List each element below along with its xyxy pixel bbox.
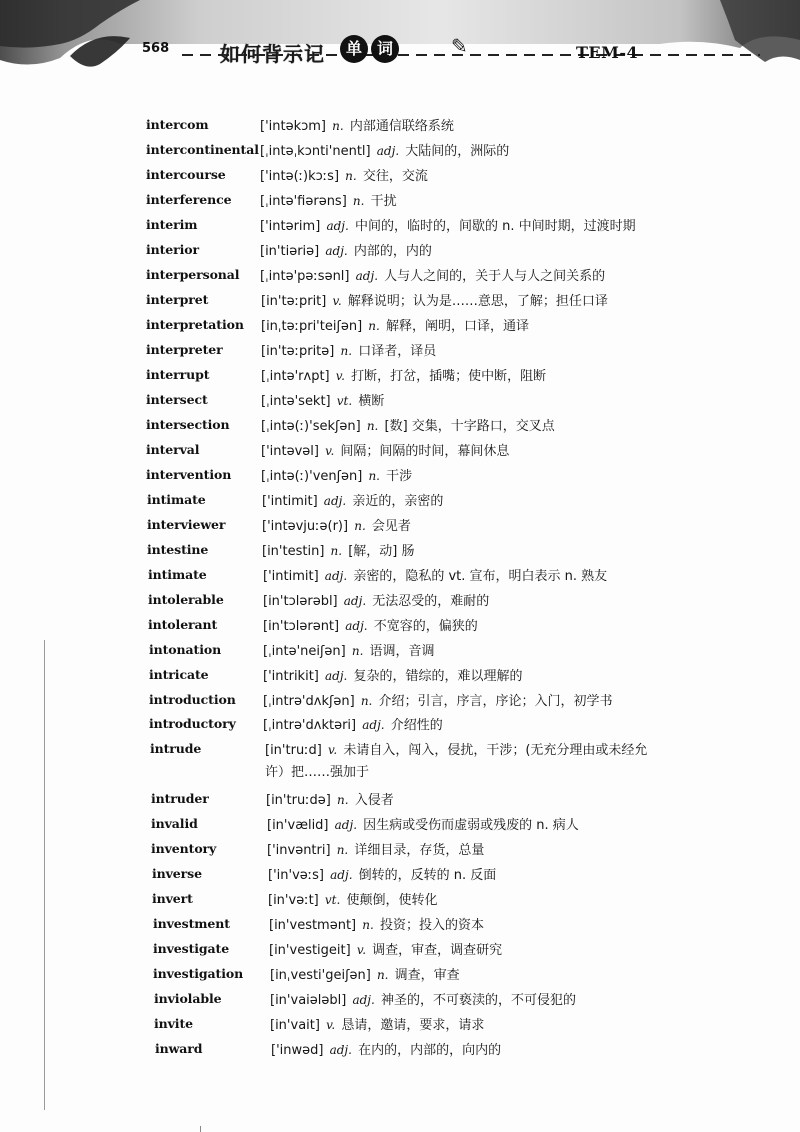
part-of-speech: n. [368,319,380,333]
part-of-speech: v. [328,743,338,757]
headword: interviewer [147,517,226,532]
pronunciation: [ˌintə'neiʃən] [263,644,346,659]
gloss: 介绍；引言，序言，序论；入门，初学书 [378,694,613,709]
part-of-speech: n. [366,419,379,433]
gloss: 恳请，邀请，要求，请求 [341,1018,485,1033]
gloss: 入侵者 [354,793,394,808]
headword: intervention [146,467,232,482]
part-of-speech: n. [362,918,374,932]
headword: intricate [149,667,209,682]
gloss: 调查，审查，调查研究 [372,943,503,958]
gloss: 在内的，内部的，向内的 [358,1043,502,1058]
part-of-speech: vt. [324,893,341,907]
gloss: 因生病或受伤而虚弱或残废的 n. 病人 [363,818,579,833]
gloss: 倒转的，反转的 n. 反面 [358,868,497,883]
headword: intestine [147,542,209,557]
headword: interference [146,192,232,207]
part-of-speech: v. [335,369,345,383]
pronunciation: [ˌintə(ː)'venʃən] [261,469,363,484]
definition [262,515,411,534]
pronunciation: [in'vait] [270,1018,320,1033]
definition [263,615,478,634]
headword: interval [146,442,200,457]
definition [263,665,523,684]
headword: intersection [146,417,230,432]
gloss: 内部通信联络系统 [349,119,454,134]
part-of-speech: n. [376,968,389,982]
headword: intrude [150,741,202,756]
definition [263,565,607,584]
part-of-speech: adj. [326,219,349,233]
headword: inviolable [154,991,222,1006]
headword: introduction [149,692,236,707]
definition [260,140,509,159]
definition [260,265,605,284]
pronunciation: [in'vestmənt] [269,918,357,933]
pronunciation: [in'tɔlərəbl] [263,594,338,609]
gloss: 人与人之间的，关于人与人之间关系的 [384,269,606,284]
headword: investigation [153,966,244,981]
part-of-speech: adj. [345,619,368,633]
definition [263,690,613,709]
part-of-speech: adj. [330,868,353,882]
gloss: 介绍性的 [390,718,443,733]
gloss: 投资；投入的资本 [379,918,484,933]
pronunciation: [ˌintəˌkɔnti'nentl] [260,144,371,159]
header-title: 如何背示记 [220,42,325,66]
headword: interim [146,217,198,232]
gloss: 打断，打岔，插嘴；使中断，阻断 [351,369,547,384]
gloss: 干扰 [370,194,397,209]
part-of-speech: n. [340,344,353,358]
gloss: 未请自入，闯入，侵扰，干涉；(无充分理由或未经允 [343,743,648,758]
part-of-speech: n. [351,644,364,658]
pronunciation: [in'tɔlərənt] [263,619,340,634]
headword: interpersonal [146,267,240,282]
pronunciation: ['intəkɔm] [260,119,326,134]
pronunciation: ['intimit] [263,569,319,584]
definition [261,440,509,459]
scan-border-line [44,640,45,1110]
part-of-speech: n. [368,469,380,483]
definition [269,914,484,933]
header-badge-1: 单 [340,35,368,63]
gloss: 复杂的，错综的，难以理解的 [353,669,523,684]
pronunciation: ['intə(ː)kɔːs] [260,169,340,184]
headword: investment [153,916,230,931]
definition [268,864,496,883]
definition [261,415,555,434]
pronunciation: [in'vestigeit] [269,943,351,958]
part-of-speech: adj. [323,494,347,508]
pronunciation: ['intəvəl] [261,444,319,459]
pronunciation: ['invəntri] [267,843,331,858]
pronunciation: [ˌintə(ː)'sekʃən] [261,419,361,434]
headword: inward [155,1041,203,1056]
pronunciation: [in'təːprit] [261,294,327,309]
headword: intercourse [146,167,226,182]
headword: invalid [151,816,198,831]
gloss: 调查，审查 [394,968,460,983]
pronunciation: [in'truːdə] [266,793,331,808]
part-of-speech: n. [352,194,365,208]
part-of-speech: v. [326,1018,336,1032]
definition [267,839,484,858]
definition [271,1039,501,1058]
pronunciation: [in'vælid] [267,818,329,833]
definition [261,340,436,359]
pronunciation: ['inwəd] [271,1043,324,1058]
headword: interpretation [146,317,244,332]
headword: intersect [146,392,208,407]
part-of-speech: v. [325,444,335,458]
gloss: 内部的，内的 [353,244,432,259]
part-of-speech: n. [337,793,349,807]
gloss: 无法忍受的，难耐的 [372,594,490,609]
gloss: 交往，交流 [362,169,428,184]
gloss: 使颠倒，使转化 [346,893,438,908]
gloss: [解，动] 肠 [348,544,415,559]
definition [260,215,636,234]
header-badge-2: 词 [371,35,399,63]
pen-icon: ✎ [451,34,468,58]
part-of-speech: adj. [325,244,348,258]
page-number: 568 [142,41,170,56]
definition [260,190,397,209]
gloss: 详细目录，存货，总量 [354,843,485,858]
headword: intonation [149,642,222,657]
gloss: 大陆间的，洲际的 [405,144,510,159]
pronunciation: [ˌintə'rʌpt] [261,369,330,384]
pronunciation: [ˌintrə'dʌkʃən] [263,694,355,709]
part-of-speech: adj. [325,669,348,683]
definition [261,315,529,334]
definition [262,490,443,509]
pronunciation: [ˌintə'fiərəns] [260,194,347,209]
definition [267,814,579,833]
headword: inventory [151,841,217,856]
pronunciation: ['in'vəːs] [268,868,324,883]
pronunciation: ['intərim] [260,219,321,234]
headword: investigate [153,941,230,956]
pronunciation: [ˌintə'sekt] [261,394,331,409]
gloss-continuation: 许）把……强加于 [265,765,370,780]
gloss: 不宽容的，偏狭的 [373,619,478,634]
definition [262,540,415,559]
part-of-speech: v. [356,943,367,957]
definition [261,365,546,384]
pronunciation: [ˌintə'pəːsənl] [260,269,350,284]
scan-mark [200,1126,201,1132]
headword: intruder [151,791,209,806]
headword: intimate [148,567,207,582]
part-of-speech: n. [354,519,366,533]
part-of-speech: vt. [336,394,353,408]
headword: inverse [152,866,202,881]
pronunciation: [in'vaiələbl] [270,993,347,1008]
part-of-speech: adj. [324,569,348,583]
gloss: 中间的，临时的，间歇的 n. 中间时期，过渡时期 [354,219,636,234]
pronunciation: ['intrikit] [263,669,319,684]
definition [263,640,435,659]
part-of-speech: n. [330,544,343,558]
headword: invert [152,891,193,906]
part-of-speech: adj. [352,993,375,1007]
part-of-speech: n. [332,119,344,133]
headword: intolerant [148,617,218,632]
definition [270,1014,484,1033]
headword: intercom [146,117,209,132]
pronunciation: [in'testin] [262,544,325,559]
definition [260,240,432,259]
exam-label: TEM-4 [576,43,639,62]
part-of-speech: adj. [362,718,385,732]
gloss: 解释，阐明，口译，通译 [385,319,529,334]
gloss: 神圣的，不可亵渎的，不可侵犯的 [380,993,576,1008]
pronunciation: [in'truːd] [265,743,322,758]
definition [260,165,428,184]
definition [265,739,647,758]
pronunciation: [inˌvesti'geiʃən] [270,968,371,983]
pronunciation: [in'vəːt] [268,893,319,908]
headword: interpret [146,292,209,307]
pronunciation: [in'təːpritə] [261,344,335,359]
gloss: 亲近的，亲密的 [352,494,444,509]
part-of-speech: n. [336,843,349,857]
headword: interior [146,242,200,257]
definition [261,390,384,409]
gloss: 亲密的，隐私的 vt. 宣布，明白表示 n. 熟友 [353,569,608,584]
definition [268,889,437,908]
gloss: 口译者，译员 [358,344,437,359]
gloss: 间隔；间隔的时间，幕间休息 [340,444,510,459]
definition [269,939,502,958]
gloss: 语调，音调 [369,644,435,659]
headword: invite [154,1016,193,1031]
definition [266,789,394,808]
pronunciation: [in'tiəriə] [260,244,320,259]
headword: intimate [147,492,206,507]
gloss: 会见者 [371,519,411,534]
definition [263,714,443,733]
headword: introductory [149,716,236,731]
part-of-speech: n. [360,694,373,708]
gloss: 解释说明；认为是……意思，了解；担任口译 [347,294,608,309]
headword: interrupt [146,367,210,382]
pronunciation: ['intimit] [262,494,318,509]
definition [270,964,460,983]
part-of-speech: adj. [376,144,400,158]
headword: intolerable [148,592,224,607]
gloss: 干涉 [386,469,413,484]
gloss: [数] 交集，十字路口，交叉点 [384,419,555,434]
definition [260,115,454,134]
definition [263,590,489,609]
part-of-speech: adj. [329,1043,352,1057]
gloss: 横断 [358,394,385,409]
headword: interpreter [146,342,223,357]
part-of-speech: n. [345,169,357,183]
part-of-speech: adj. [355,269,379,283]
part-of-speech: v. [332,294,342,308]
definition [270,989,576,1008]
pronunciation: [ˌintrə'dʌktəri] [263,718,357,733]
pronunciation: [inˌtəːpri'teiʃən] [261,319,363,334]
headword: intercontinental [146,142,259,157]
part-of-speech: adj. [334,818,358,832]
definition [261,290,608,309]
part-of-speech: adj. [343,594,367,608]
pronunciation: ['intəvjuːə(r)] [262,519,349,534]
definition [261,465,412,484]
